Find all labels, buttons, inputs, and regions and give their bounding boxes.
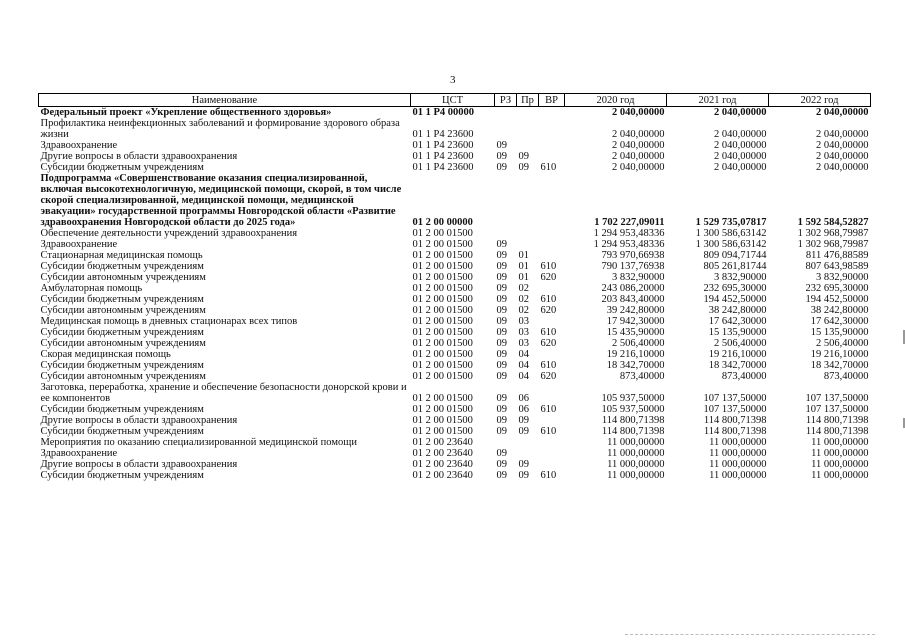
row-2020: 19 216,10000 bbox=[606, 349, 665, 360]
row-name: Субсидии бюджетным учреждениям bbox=[40, 360, 204, 371]
row-name: Субсидии бюджетным учреждениям bbox=[40, 261, 204, 272]
table-row bbox=[39, 360, 871, 371]
row-2022: 2 040,00000 bbox=[816, 129, 869, 140]
row-cst: 01 2 00 00000 bbox=[412, 217, 473, 228]
row-vr bbox=[539, 415, 565, 426]
row-cst: 01 2 00 23640 bbox=[412, 459, 473, 470]
row-rz: 09 bbox=[496, 404, 507, 415]
row-2022: 873,40000 bbox=[823, 371, 869, 382]
row-rz bbox=[495, 228, 517, 239]
row-pr bbox=[517, 140, 539, 151]
row-rz: 09 bbox=[496, 239, 507, 250]
row-2021: 2 040,00000 bbox=[714, 129, 767, 140]
row-vr bbox=[539, 382, 565, 404]
row-rz: 09 bbox=[496, 305, 507, 316]
table-row bbox=[39, 272, 871, 283]
table-row bbox=[39, 327, 871, 338]
row-pr bbox=[517, 239, 539, 250]
row-2021: 1 300 586,63142 bbox=[695, 239, 767, 250]
row-2021: 3 832,90000 bbox=[714, 272, 767, 283]
row-2022: 107 137,50000 bbox=[805, 393, 869, 404]
row-name: Другие вопросы в области здравоохранения bbox=[40, 151, 238, 162]
row-pr: 09 bbox=[518, 470, 529, 481]
table-row bbox=[39, 316, 871, 327]
row-rz: 09 bbox=[496, 261, 507, 272]
row-cst: 01 2 00 01500 bbox=[412, 426, 473, 437]
row-vr bbox=[539, 173, 565, 228]
row-2021: 107 137,50000 bbox=[703, 393, 767, 404]
row-vr: 620 bbox=[540, 272, 557, 283]
table-row bbox=[39, 151, 871, 162]
row-vr: 610 bbox=[540, 360, 557, 371]
row-2020: 2 040,00000 bbox=[612, 129, 665, 140]
row-cst: 01 2 00 01500 bbox=[412, 404, 473, 415]
row-2021: 107 137,50000 bbox=[703, 404, 767, 415]
row-2020: 105 937,50000 bbox=[601, 393, 665, 404]
row-2020: 11 000,00000 bbox=[607, 437, 665, 448]
table-row bbox=[39, 305, 871, 316]
row-cst: 01 2 00 01500 bbox=[412, 228, 473, 239]
row-2022: 17 642,30000 bbox=[810, 316, 869, 327]
table-row bbox=[39, 162, 871, 173]
row-name: Здравоохранение bbox=[40, 448, 118, 459]
row-2020: 2 040,00000 bbox=[612, 162, 665, 173]
row-name: Субсидии автономным учреждениям bbox=[40, 272, 206, 283]
row-pr: 03 bbox=[518, 338, 529, 349]
row-2021: 15 135,90000 bbox=[708, 327, 767, 338]
row-rz: 09 bbox=[496, 294, 507, 305]
row-2021: 805 261,81744 bbox=[703, 261, 767, 272]
row-pr bbox=[517, 437, 539, 448]
row-pr: 04 bbox=[518, 349, 529, 360]
row-name: Субсидии автономным учреждениям bbox=[40, 305, 206, 316]
row-vr bbox=[539, 140, 565, 151]
row-2020: 18 342,70000 bbox=[606, 360, 665, 371]
row-name: Субсидии бюджетным учреждениям bbox=[40, 162, 204, 173]
row-2020: 39 242,80000 bbox=[606, 305, 665, 316]
row-name: Федеральный проект «Укрепление общественного здоровья» bbox=[40, 107, 332, 118]
row-2022: 11 000,00000 bbox=[811, 437, 869, 448]
row-name: Другие вопросы в области здравоохранения bbox=[40, 415, 238, 426]
header-name: Наименование bbox=[39, 94, 411, 107]
row-pr bbox=[517, 448, 539, 459]
row-rz: 09 bbox=[496, 162, 507, 173]
row-vr bbox=[539, 283, 565, 294]
table-row bbox=[39, 283, 871, 294]
header-pr: Пр bbox=[517, 94, 539, 107]
row-vr bbox=[539, 118, 565, 140]
row-2020: 790 137,76938 bbox=[601, 261, 665, 272]
row-cst: 01 2 00 01500 bbox=[412, 239, 473, 250]
table-row bbox=[39, 437, 871, 448]
row-2020: 11 000,00000 bbox=[607, 470, 665, 481]
table-row bbox=[39, 371, 871, 382]
row-cst: 01 2 00 01500 bbox=[412, 283, 473, 294]
row-name: Заготовка, переработка, хранение и обеспечение безопасности донорской крови и ее компонентов bbox=[40, 382, 407, 404]
header-2022: 2022 год bbox=[769, 94, 871, 107]
row-pr bbox=[517, 173, 539, 228]
row-pr: 09 bbox=[518, 459, 529, 470]
header-rz: РЗ bbox=[495, 94, 517, 107]
row-2020: 11 000,00000 bbox=[607, 459, 665, 470]
row-pr: 02 bbox=[518, 283, 529, 294]
row-rz: 09 bbox=[496, 151, 507, 162]
row-cst: 01 2 00 01500 bbox=[412, 415, 473, 426]
row-name: Обеспечение деятельности учреждений здравоохранения bbox=[40, 228, 298, 239]
row-pr: 04 bbox=[518, 371, 529, 382]
table-row bbox=[39, 448, 871, 459]
row-2021: 114 800,71398 bbox=[703, 426, 767, 437]
row-2020: 2 506,40000 bbox=[612, 338, 665, 349]
row-cst: 01 2 00 01500 bbox=[412, 261, 473, 272]
row-2020: 3 832,90000 bbox=[612, 272, 665, 283]
row-name: Медицинская помощь в дневных стационарах всех типов bbox=[40, 316, 298, 327]
row-cst: 01 2 00 23640 bbox=[412, 470, 473, 481]
row-2022: 2 040,00000 bbox=[816, 107, 869, 118]
table-row bbox=[39, 118, 871, 140]
row-2021: 11 000,00000 bbox=[709, 459, 767, 470]
row-rz bbox=[495, 107, 517, 119]
row-pr: 09 bbox=[518, 426, 529, 437]
table-row bbox=[39, 140, 871, 151]
row-2020: 114 800,71398 bbox=[601, 426, 665, 437]
row-2021: 18 342,70000 bbox=[708, 360, 767, 371]
row-vr bbox=[539, 448, 565, 459]
row-2022: 2 040,00000 bbox=[816, 140, 869, 151]
row-rz: 09 bbox=[496, 393, 507, 404]
row-2022: 232 695,30000 bbox=[805, 283, 869, 294]
row-cst: 01 1 P4 00000 bbox=[412, 107, 475, 118]
row-2021: 2 040,00000 bbox=[714, 107, 767, 118]
row-2022: 1 302 968,79987 bbox=[797, 228, 869, 239]
row-pr: 09 bbox=[518, 415, 529, 426]
row-rz: 09 bbox=[496, 283, 507, 294]
table-row bbox=[39, 173, 871, 228]
row-2021: 2 506,40000 bbox=[714, 338, 767, 349]
row-name: Стационарная медицинская помощь bbox=[40, 250, 203, 261]
row-rz: 09 bbox=[496, 448, 507, 459]
row-cst: 01 2 00 01500 bbox=[412, 272, 473, 283]
row-pr: 01 bbox=[518, 250, 529, 261]
row-2021: 1 529 735,07817 bbox=[695, 217, 767, 228]
row-2022: 114 800,71398 bbox=[805, 415, 869, 426]
header-vr: ВР bbox=[539, 94, 565, 107]
row-vr bbox=[539, 151, 565, 162]
row-cst: 01 2 00 01500 bbox=[412, 327, 473, 338]
row-vr: 610 bbox=[540, 327, 557, 338]
row-rz: 09 bbox=[496, 371, 507, 382]
table-row bbox=[39, 107, 871, 119]
row-cst: 01 2 00 01500 bbox=[412, 294, 473, 305]
row-2021: 1 300 586,63142 bbox=[695, 228, 767, 239]
row-rz bbox=[495, 118, 517, 140]
row-rz bbox=[495, 437, 517, 448]
table-row bbox=[39, 382, 871, 404]
row-2021: 2 040,00000 bbox=[714, 162, 767, 173]
row-vr: 620 bbox=[540, 305, 557, 316]
row-cst: 01 2 00 23640 bbox=[412, 437, 473, 448]
row-2021: 2 040,00000 bbox=[714, 151, 767, 162]
row-2020: 2 040,00000 bbox=[612, 140, 665, 151]
row-rz: 09 bbox=[496, 349, 507, 360]
row-2020: 793 970,66938 bbox=[601, 250, 665, 261]
row-cst: 01 2 00 01500 bbox=[412, 316, 473, 327]
row-2022: 114 800,71398 bbox=[805, 426, 869, 437]
row-2021: 114 800,71398 bbox=[703, 415, 767, 426]
row-vr bbox=[539, 316, 565, 327]
row-2022: 2 506,40000 bbox=[816, 338, 869, 349]
table-row bbox=[39, 426, 871, 437]
row-vr bbox=[539, 107, 565, 119]
row-vr: 620 bbox=[540, 338, 557, 349]
row-2022: 3 832,90000 bbox=[816, 272, 869, 283]
row-rz: 09 bbox=[496, 338, 507, 349]
row-vr bbox=[539, 250, 565, 261]
header-2021: 2021 год bbox=[667, 94, 769, 107]
row-vr: 610 bbox=[540, 162, 557, 173]
row-2020: 114 800,71398 bbox=[601, 415, 665, 426]
row-pr: 03 bbox=[518, 327, 529, 338]
table-row bbox=[39, 470, 871, 481]
row-2022: 807 643,98589 bbox=[805, 261, 869, 272]
row-name: Здравоохранение bbox=[40, 140, 118, 151]
row-cst: 01 1 P4 23600 bbox=[412, 129, 474, 140]
row-rz: 09 bbox=[496, 316, 507, 327]
row-2020: 243 086,20000 bbox=[601, 283, 665, 294]
row-vr: 610 bbox=[540, 404, 557, 415]
table-row bbox=[39, 404, 871, 415]
row-rz bbox=[495, 173, 517, 228]
row-cst: 01 2 00 01500 bbox=[412, 393, 473, 404]
table-row bbox=[39, 349, 871, 360]
row-cst: 01 1 P4 23600 bbox=[412, 162, 474, 173]
row-pr: 03 bbox=[518, 316, 529, 327]
row-2022: 19 216,10000 bbox=[810, 349, 869, 360]
row-pr bbox=[517, 118, 539, 140]
row-pr: 01 bbox=[518, 272, 529, 283]
row-name: Скорая медицинская помощь bbox=[40, 349, 171, 360]
row-vr bbox=[539, 349, 565, 360]
row-2021: 194 452,50000 bbox=[703, 294, 767, 305]
row-2022: 11 000,00000 bbox=[811, 448, 869, 459]
row-name: Подпрограмма «Совершенствование оказания специализированной, включая высокотехнологичную, медицинской помощи, скорой, в том числе скорой специализированной, медицинской помощи, медицинской эвакуации» государственной программы Новгородской области «Развитие здравоохранения Новгородской области до 2025 года» bbox=[40, 173, 402, 228]
row-2020: 2 040,00000 bbox=[612, 107, 665, 118]
row-cst: 01 2 00 01500 bbox=[412, 250, 473, 261]
row-vr: 620 bbox=[540, 371, 557, 382]
row-2021: 38 242,80000 bbox=[708, 305, 767, 316]
table-row bbox=[39, 239, 871, 250]
row-vr: 610 bbox=[540, 426, 557, 437]
row-vr bbox=[539, 437, 565, 448]
row-pr: 01 bbox=[518, 261, 529, 272]
row-name: Другие вопросы в области здравоохранения bbox=[40, 459, 238, 470]
row-cst: 01 2 00 01500 bbox=[412, 338, 473, 349]
row-2022: 1 302 968,79987 bbox=[797, 239, 869, 250]
row-2022: 11 000,00000 bbox=[811, 459, 869, 470]
row-2022: 811 476,88589 bbox=[805, 250, 869, 261]
row-name: Субсидии автономным учреждениям bbox=[40, 338, 206, 349]
row-2020: 15 435,90000 bbox=[606, 327, 665, 338]
row-cst: 01 2 00 01500 bbox=[412, 360, 473, 371]
row-rz: 09 bbox=[496, 415, 507, 426]
row-2020: 1 294 953,48336 bbox=[593, 239, 665, 250]
row-vr bbox=[539, 459, 565, 470]
header-2020: 2020 год bbox=[565, 94, 667, 107]
row-cst: 01 2 00 01500 bbox=[412, 371, 473, 382]
row-pr: 06 bbox=[518, 393, 529, 404]
table-row bbox=[39, 459, 871, 470]
row-pr: 02 bbox=[518, 305, 529, 316]
row-2022: 2 040,00000 bbox=[816, 162, 869, 173]
row-2022: 2 040,00000 bbox=[816, 151, 869, 162]
table-body bbox=[39, 107, 871, 482]
row-rz: 09 bbox=[496, 459, 507, 470]
header-cst: ЦСТ bbox=[411, 94, 495, 107]
row-2022: 1 592 584,52827 bbox=[797, 217, 869, 228]
row-cst: 01 2 00 01500 bbox=[412, 305, 473, 316]
row-2021: 232 695,30000 bbox=[703, 283, 767, 294]
row-pr: 09 bbox=[518, 151, 529, 162]
row-2022: 194 452,50000 bbox=[805, 294, 869, 305]
row-name: Здравоохранение bbox=[40, 239, 118, 250]
row-vr bbox=[539, 228, 565, 239]
row-2021: 809 094,71744 bbox=[703, 250, 767, 261]
row-vr: 610 bbox=[540, 261, 557, 272]
row-rz: 09 bbox=[496, 327, 507, 338]
row-2020: 11 000,00000 bbox=[607, 448, 665, 459]
row-2021: 11 000,00000 bbox=[709, 437, 767, 448]
row-pr: 02 bbox=[518, 294, 529, 305]
row-2021: 11 000,00000 bbox=[709, 448, 767, 459]
row-pr: 09 bbox=[518, 162, 529, 173]
row-vr: 610 bbox=[540, 294, 557, 305]
row-vr bbox=[539, 239, 565, 250]
row-name: Мероприятия по оказанию специализированной медицинской помощи bbox=[40, 437, 357, 448]
row-2022: 107 137,50000 bbox=[805, 404, 869, 415]
row-rz: 09 bbox=[496, 140, 507, 151]
row-2020: 873,40000 bbox=[619, 371, 665, 382]
row-name: Субсидии бюджетным учреждениям bbox=[40, 327, 204, 338]
row-2021: 873,40000 bbox=[721, 371, 767, 382]
row-2021: 19 216,10000 bbox=[708, 349, 767, 360]
row-pr: 04 bbox=[518, 360, 529, 371]
table-row bbox=[39, 228, 871, 239]
row-name: Субсидии автономным учреждениям bbox=[40, 371, 206, 382]
row-rz: 09 bbox=[496, 470, 507, 481]
row-rz: 09 bbox=[496, 250, 507, 261]
row-2022: 15 135,90000 bbox=[810, 327, 869, 338]
page-number: 3 bbox=[450, 74, 456, 86]
table-row bbox=[39, 415, 871, 426]
row-name: Субсидии бюджетным учреждениям bbox=[40, 470, 204, 481]
row-2021: 11 000,00000 bbox=[709, 470, 767, 481]
row-2021: 2 040,00000 bbox=[714, 140, 767, 151]
row-2020: 105 937,50000 bbox=[601, 404, 665, 415]
row-pr bbox=[517, 107, 539, 119]
row-name: Субсидии бюджетным учреждениям bbox=[40, 426, 204, 437]
row-rz: 09 bbox=[496, 360, 507, 371]
row-2020: 1 294 953,48336 bbox=[593, 228, 665, 239]
row-cst: 01 2 00 23640 bbox=[412, 448, 473, 459]
row-pr: 06 bbox=[518, 404, 529, 415]
row-2020: 203 843,40000 bbox=[601, 294, 665, 305]
table-row bbox=[39, 294, 871, 305]
row-2022: 11 000,00000 bbox=[811, 470, 869, 481]
row-2020: 17 942,30000 bbox=[606, 316, 665, 327]
row-cst: 01 2 00 01500 bbox=[412, 349, 473, 360]
row-rz: 09 bbox=[496, 426, 507, 437]
row-vr: 610 bbox=[540, 470, 557, 481]
table-row bbox=[39, 338, 871, 349]
scan-artifact bbox=[625, 634, 875, 636]
row-2020: 2 040,00000 bbox=[612, 151, 665, 162]
row-cst: 01 1 P4 23600 bbox=[412, 151, 474, 162]
row-2022: 38 242,80000 bbox=[810, 305, 869, 316]
row-cst: 01 1 P4 23600 bbox=[412, 140, 474, 151]
row-pr bbox=[517, 228, 539, 239]
row-2020: 1 702 227,09011 bbox=[594, 217, 665, 228]
row-rz: 09 bbox=[496, 272, 507, 283]
row-name: Субсидии бюджетным учреждениям bbox=[40, 294, 204, 305]
table-row bbox=[39, 250, 871, 261]
row-name: Амбулаторная помощь bbox=[40, 283, 143, 294]
budget-table bbox=[38, 93, 871, 481]
table-row bbox=[39, 261, 871, 272]
table-header bbox=[39, 94, 871, 107]
row-2022: 18 342,70000 bbox=[810, 360, 869, 371]
row-name: Субсидии бюджетным учреждениям bbox=[40, 404, 204, 415]
row-2021: 17 642,30000 bbox=[708, 316, 767, 327]
row-name: Профилактика неинфекционных заболеваний и формирование здорового образа жизни bbox=[40, 118, 400, 140]
